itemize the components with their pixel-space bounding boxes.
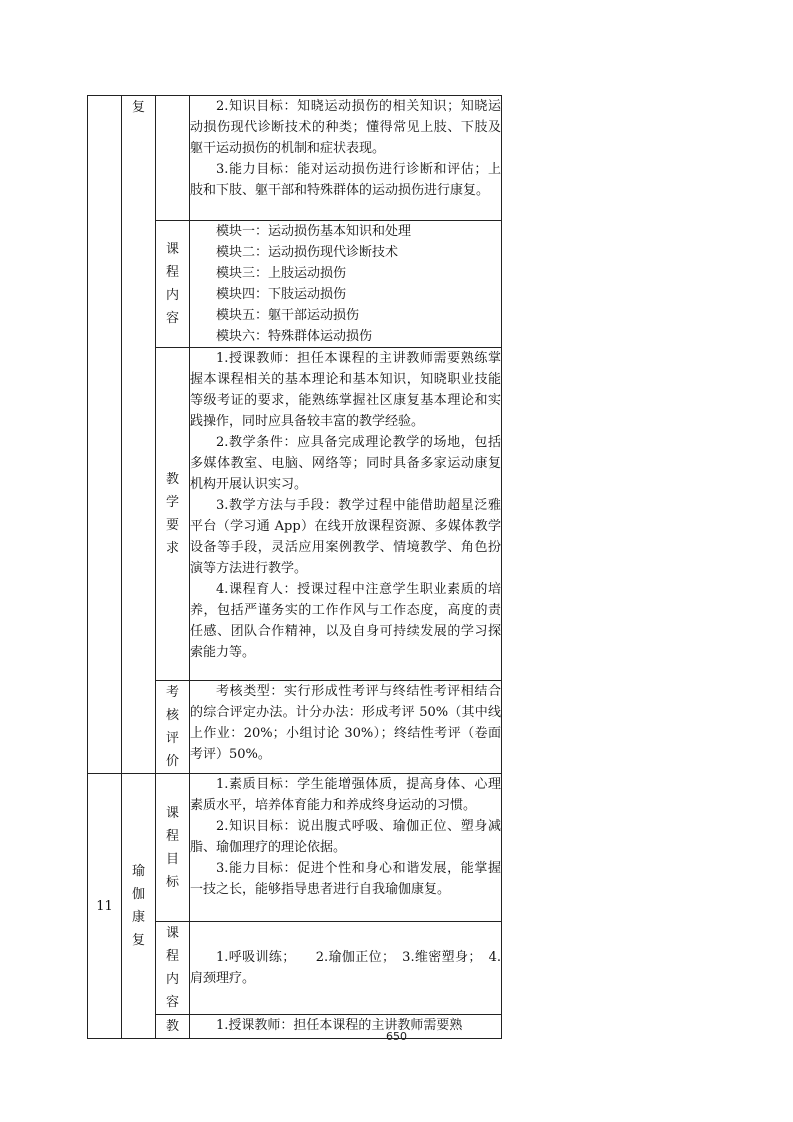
course-name-char: 复: [131, 933, 145, 948]
course-name-char: 康: [131, 910, 145, 925]
curriculum-table: [87, 95, 502, 1039]
label-char: 目: [165, 851, 179, 867]
label-char: 考: [165, 685, 179, 700]
label-char: 容: [165, 995, 179, 1010]
label-char: 课: [165, 242, 179, 257]
assessment-label: [156, 681, 190, 774]
goal-paragraph: 3.能力目标：能对运动损伤进行诊断和评估；上肢和下肢、躯干部和特殊群体的运动损伤进行康复。: [190, 162, 501, 198]
label-char: 程: [165, 265, 179, 280]
course-content-cell: [190, 221, 502, 348]
assessment-cell: [190, 681, 502, 774]
label-char: 价: [165, 754, 179, 769]
requirement-paragraph: 4.课程育人：授课过程中注意学生职业素质的培养，包括严谨务实的工作作风与工作态度，高度的责任感、团队合作精神，以及自身可持续发展的学习探索能力等。: [190, 582, 501, 660]
teaching-requirements-cell: [190, 348, 502, 681]
requirement-paragraph: 3.教学方法与手段：教学过程中能借助超星泛雅平台（学习通 App）在线开放课程资源、多媒体教学设备等手段，灵活应用案例教学、情境教学、角色扮演等方法进行教学。: [190, 498, 501, 576]
label-char: 核: [165, 708, 179, 723]
table-row-course-goals-continued: [88, 96, 502, 221]
course-content-label: [156, 221, 190, 348]
yoga-goals-cell: [190, 774, 502, 922]
requirement-paragraph: 2.教学条件：应具备完成理论教学的场地，包括多媒体教室、电脑、网络等；同时具备多家运动康复机构开展认识实习。: [190, 435, 501, 492]
label-char: 程: [165, 828, 179, 844]
course-content-label: [156, 922, 190, 1015]
course-goals-cell: [190, 96, 502, 221]
label-char: 程: [165, 949, 179, 964]
label-char: 内: [165, 288, 179, 303]
module-item: 模块三：上肢运动损伤: [216, 266, 347, 281]
module-item: 模块六：特殊群体运动损伤: [216, 329, 373, 344]
page-number: 650: [386, 1030, 407, 1043]
label-char: 评: [165, 731, 179, 746]
yoga-content-cell: [190, 922, 502, 1015]
row-number-cell: [88, 774, 122, 1039]
row-number: 11: [96, 898, 113, 914]
goal-label-cell-empty: [156, 96, 190, 221]
label-char: 要: [165, 518, 179, 533]
module-item: 模块四：下肢运动损伤: [216, 287, 347, 302]
teaching-requirements-label: [156, 348, 190, 681]
course-name-char: 复: [131, 100, 145, 115]
label-char: 标: [165, 874, 179, 890]
course-name-cell-yoga: [122, 774, 156, 1039]
label-char: 课: [165, 805, 179, 821]
content-paragraph: 1.呼吸训练； 2.瑜伽正位； 3.维密塑身； 4.肩颈理疗。: [190, 950, 501, 986]
course-name-cell-continued: [122, 96, 156, 774]
goal-paragraph: 2.知识目标：知晓运动损伤的相关知识；知晓运动损伤现代诊断技术的种类；懂得常见上肢、下肢及躯干运动损伤的机制和症状表现。: [190, 99, 501, 156]
table-row-11-goals: [88, 774, 502, 922]
goal-paragraph: 3.能力目标：促进个性和身心和谐发展，能掌握一技之长，能够指导患者进行自我瑜伽康复。: [190, 861, 501, 897]
assessment-paragraph: 考核类型：实行形成性考评与终结性考评相结合的综合评定办法。计分办法：形成考评 50%（其中线上作业：20%；小组讨论 30%）；终结性考评（卷面考评）50%。: [190, 684, 501, 762]
goal-paragraph: 1.素质目标：学生能增强体质，提高身体、心理素质水平，培养体育能力和养成终身运动的习惯。: [190, 777, 501, 813]
label-char: 容: [165, 311, 179, 326]
number-cell-empty: [88, 96, 122, 774]
module-item: 模块一：运动损伤基本知识和处理: [216, 224, 412, 239]
label-char: 课: [165, 926, 179, 941]
label-char: 内: [165, 972, 179, 987]
module-item: 模块二：运动损伤现代诊断技术: [216, 245, 399, 260]
course-name-char: 瑜: [131, 864, 145, 879]
course-name-char: 伽: [131, 887, 145, 902]
label-char: 教: [165, 1019, 179, 1034]
course-goals-label: [156, 774, 190, 922]
goal-paragraph: 2.知识目标：说出腹式呼吸、瑜伽正位、塑身减脂、瑜伽理疗的理论依据。: [190, 819, 501, 855]
requirement-paragraph: 1.授课教师：担任本课程的主讲教师需要熟: [216, 1018, 463, 1033]
module-item: 模块五：躯干部运动损伤: [216, 308, 360, 323]
label-char: 求: [165, 541, 179, 556]
label-char: 学: [165, 495, 179, 510]
requirement-paragraph: 1.授课教师：担任本课程的主讲教师需要熟练掌握本课程相关的基本理论和基本知识，知晓职业技能等级考证的要求，能熟练掌握社区康复基本理论和实践操作，同时应具备较丰富的教学经验。: [190, 351, 501, 429]
label-char: 教: [165, 472, 179, 487]
